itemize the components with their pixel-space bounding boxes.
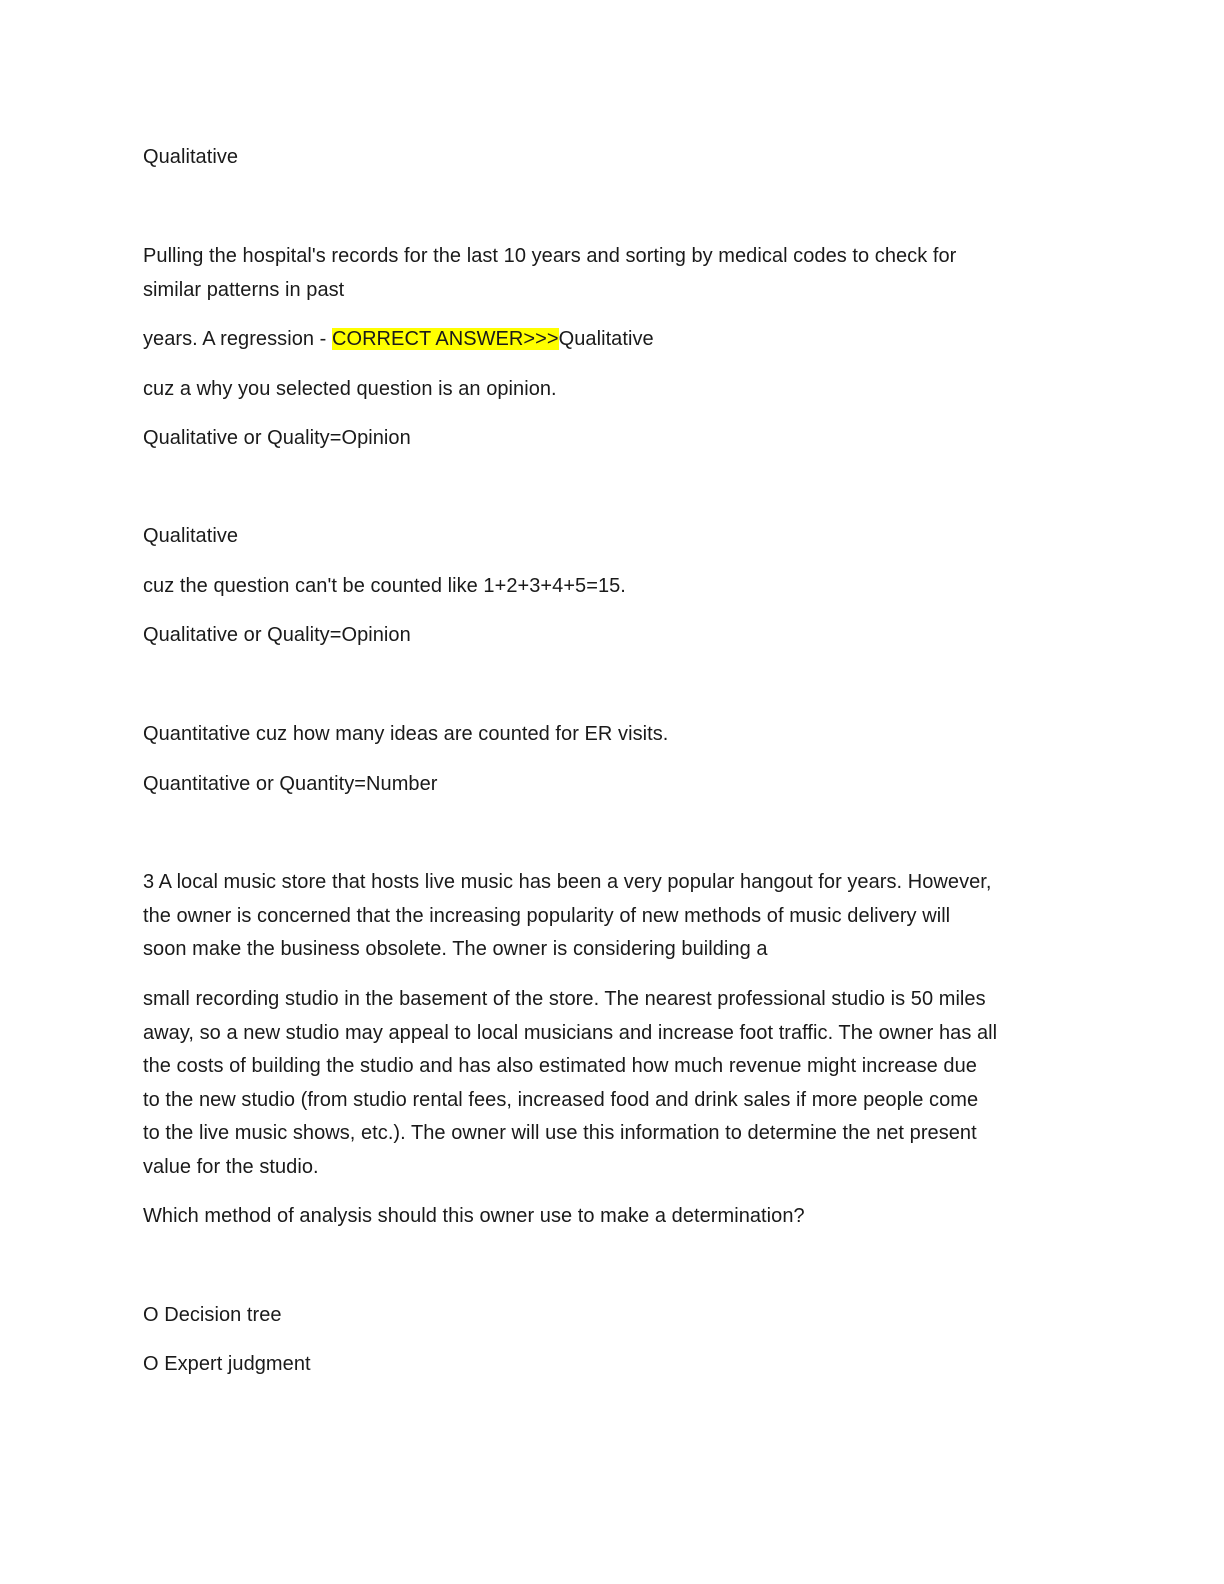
question3-body-line-4: to the new studio (from studio rental fees, increased food and drink sales if more people come	[143, 1089, 979, 1111]
heading-qualitative-1: Qualitative	[143, 146, 239, 168]
option-expert-judgment: O Expert judgment	[143, 1353, 311, 1375]
question3-body-line-2: away, so a new studio may appeal to local musicians and increase foot traffic. The owner has all	[143, 1022, 998, 1044]
question3-prompt: Which method of analysis should this owner use to make a determination?	[143, 1205, 805, 1227]
question3-line-2: the owner is concerned that the increasing popularity of new methods of music delivery will	[143, 905, 951, 927]
note-line-5: Quantitative cuz how many ideas are counted for ER visits.	[143, 723, 669, 745]
question-line-1: Pulling the hospital's records for the last 10 years and sorting by medical codes to check for	[143, 245, 957, 267]
question3-line-1: 3 A local music store that hosts live music has been a very popular hangout for years. However,	[143, 871, 992, 893]
heading-qualitative-2: Qualitative	[143, 525, 239, 547]
answer-line	[143, 323, 654, 357]
note-line-3: cuz the question can't be counted like 1+2+3+4+5=15.	[143, 575, 626, 597]
note-line-6: Quantitative or Quantity=Number	[143, 773, 438, 795]
question3-line-3: soon make the business obsolete. The owner is considering building a	[143, 938, 768, 960]
answer-value: Qualitative	[558, 328, 654, 350]
option-decision-tree: O Decision tree	[143, 1304, 282, 1326]
note-line-4: Qualitative or Quality=Opinion	[143, 624, 411, 646]
answer-prefix: years. A regression -	[143, 328, 332, 350]
correct-answer-highlight: CORRECT ANSWER>>>	[331, 328, 559, 350]
question3-body-line-6: value for the studio.	[143, 1156, 319, 1178]
note-line-2: Qualitative or Quality=Opinion	[143, 427, 411, 449]
question3-body-line-1: small recording studio in the basement of the store. The nearest professional studio is 50 miles	[143, 988, 986, 1010]
question3-body-line-5: to the live music shows, etc.). The owner will use this information to determine the net present	[143, 1122, 977, 1144]
question3-body-line-3: the costs of building the studio and has also estimated how much revenue might increase due	[143, 1055, 977, 1077]
note-line-1: cuz a why you selected question is an opinion.	[143, 378, 557, 400]
question-line-2: similar patterns in past	[143, 279, 345, 301]
